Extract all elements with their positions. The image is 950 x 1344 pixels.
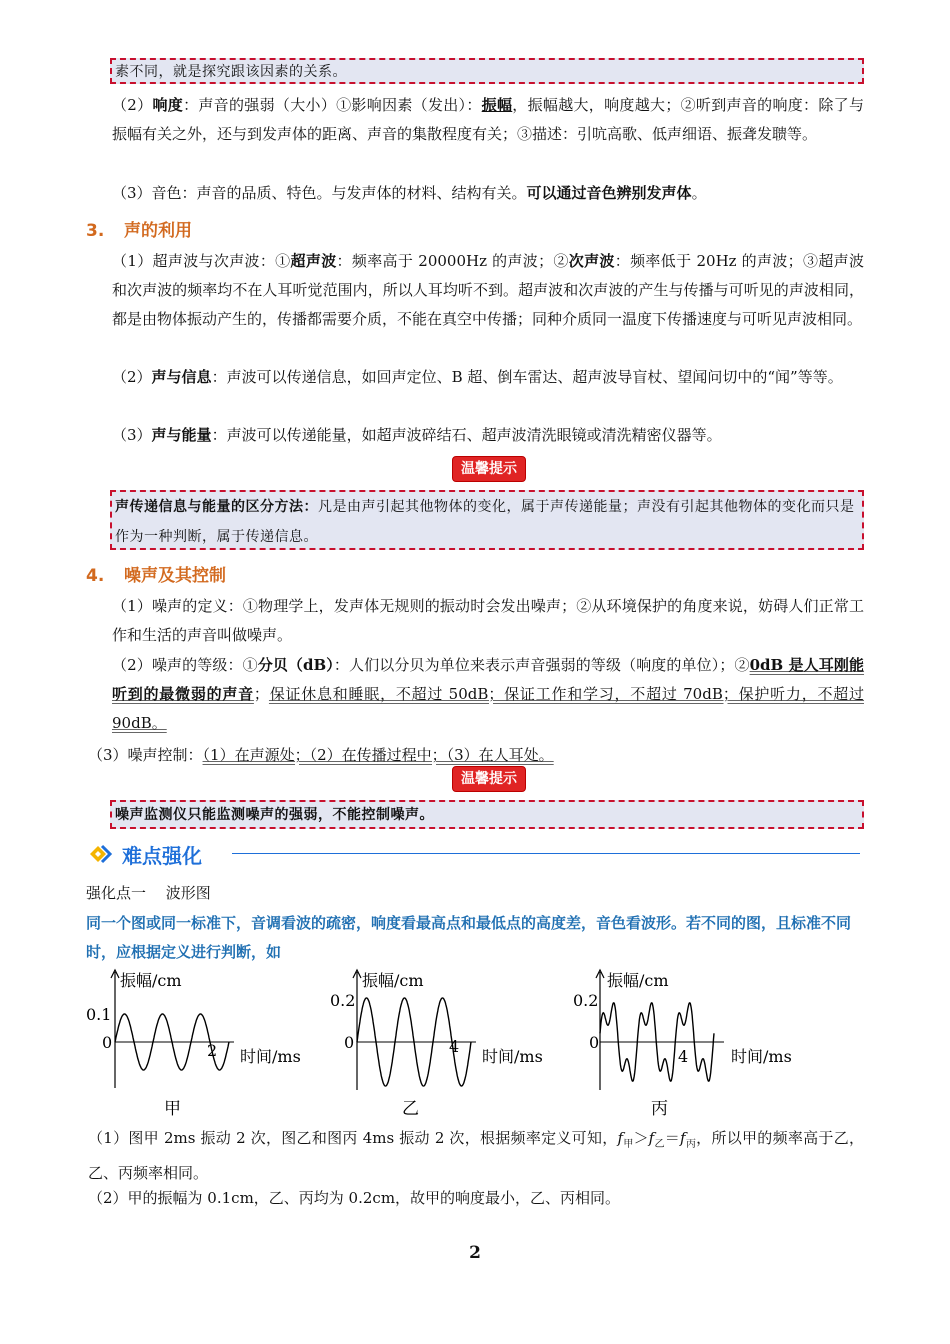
paragraph-noise-level (112, 651, 864, 738)
underlined-text: （1）在声源处；（2）在传播过程中；（3）在人耳处。 (202, 746, 554, 764)
term-ultrasonic: 超声波 (290, 252, 337, 270)
paragraph-sound-energy (112, 421, 864, 450)
answer-2 (88, 1184, 864, 1213)
text: （1）噪声的定义：①物理学上，发声体无规则的振动时会发出噪声；②从环境保护的角度来说，妨碍人们正常工作和生活的声音叫做噪声。 (112, 597, 864, 644)
term-sound-info: 声与信息 (151, 368, 212, 386)
text: ：声波可以传递信息，如回声定位、B 超、倒车雷达、超声波导盲杖、望闻问切中的“闻”等等。 (211, 368, 843, 386)
term-decibel: 分贝（dB） (257, 656, 334, 674)
note-text: 凡是由声引起其他物体的变化，属于声传递能量；声没有引起其他物体的变化而只是作为一种判断，属于传递信息。 (115, 499, 855, 545)
y-tick-label: 0.2 (330, 991, 356, 1010)
y-axis-label: 振幅/cm (120, 971, 182, 990)
origin-label: 0 (344, 1033, 355, 1052)
waveform-graph-bing (569, 968, 809, 1128)
paragraph-noise-definition (112, 592, 864, 650)
section-heading-3 (86, 216, 192, 241)
graph-name: 乙 (402, 1099, 419, 1119)
text: ； (253, 685, 269, 703)
symbol-f: f (617, 1129, 624, 1147)
heading-title: 声的利用 (124, 221, 192, 241)
subscript: 甲 (623, 1139, 634, 1150)
text: ＝ (664, 1129, 681, 1147)
y-tick-label: 0.1 (86, 1005, 112, 1024)
origin-label: 0 (589, 1033, 600, 1052)
subscript: 乙 (654, 1139, 665, 1150)
note-text: 噪声监测仪只能监测噪声的强弱，不能控制噪声。 (115, 807, 434, 823)
symbol-f: f (680, 1129, 686, 1147)
text: ：频率高于 20000Hz 的声波；② (336, 252, 569, 270)
diamond-icon (88, 843, 118, 865)
text: ，振幅越大，响度越大；②听到声音的响度：除了与振幅有关之外，还与到发声体的距离、声音的集散程度有关；③描述：引吭高歌、低声细语、振聋发聩等。 (112, 96, 864, 143)
origin-label: 0 (102, 1033, 113, 1052)
text: （3）噪声控制： (88, 746, 203, 764)
text: ：频率低于 20Hz 的声波；③超声波和次声波的频率均不在人耳听觉范围内，所以人耳均听不到。超声波和次声波的产生与传播与可听见的声波相同，都是由物体振动产生的，传播都需要介质，不能在真空中传播；同种介质同一温度下传播速度与可听见声波相同。 (112, 252, 864, 328)
heading-title: 噪声及其控制 (124, 566, 226, 586)
y-axis-label: 振幅/cm (607, 971, 669, 990)
highlight-paragraph: 同一个图或同一标准下，音调看波的疏密，响度看最高点和最低点的高度差，音色看波形。若不同的图，且标准不同时，应根据定义进行判断，如 (86, 914, 852, 961)
paragraph-ultrasonic (112, 247, 864, 334)
x-axis-label: 时间/ms (240, 1047, 301, 1066)
paragraph-sound-info (112, 363, 864, 392)
section-heading-4 (86, 561, 226, 586)
x-tick-label: 4 (678, 1047, 689, 1066)
text: （2） (112, 96, 153, 114)
x-axis-label: 时间/ms (731, 1047, 792, 1066)
paragraph-timbre (112, 179, 864, 208)
note-box-top (110, 58, 864, 84)
text: ＞ (633, 1129, 649, 1147)
text: ：声音的强弱（大小）①影响因素（发出）： (183, 96, 482, 114)
section-title: 难点强化 (122, 844, 202, 868)
note-box-info-energy (110, 490, 864, 550)
text: ：声波可以传递能量，如超声波碎结石、超声波清洗眼镜或清洗精密仪器等。 (211, 426, 722, 444)
note-box-noise-monitor (110, 800, 864, 829)
graph-name: 甲 (164, 1099, 181, 1119)
text: （1）图甲 2ms 振动 2 次，图乙和图丙 4ms 振动 2 次，根据频率定义可知， (88, 1129, 618, 1147)
tip-badge: 温馨提示 (452, 456, 526, 482)
term-amplitude: 振幅 (481, 96, 513, 114)
subscript: 丙 (685, 1139, 697, 1150)
x-axis-label: 时间/ms (482, 1047, 543, 1066)
waveform-graph-jia (84, 968, 324, 1128)
bold-text: 声传递信息与能量的区分方法： (115, 499, 318, 515)
term-zero-db: 0dB 是人耳刚能听到的最微弱的声音 (112, 656, 865, 703)
tip-badge-2: 温馨提示 (452, 766, 526, 792)
heading-number: 3. (86, 221, 105, 241)
x-tick-label: 4 (449, 1037, 460, 1056)
text: （2）噪声的等级：① (112, 656, 258, 674)
text: （3） (112, 426, 152, 444)
paragraph-loudness (112, 91, 864, 149)
graph-name: 丙 (651, 1099, 668, 1119)
text: ：人们以分贝为单位来表示声音强弱的等级（响度的单位）；② (333, 656, 750, 674)
text: （2）甲的振幅为 0.1cm，乙、丙均为 0.2cm，故甲的响度最小，乙、丙相同。 (88, 1189, 621, 1207)
text: ，所以甲的频率高于乙，乙、丙频率相同。 (88, 1129, 864, 1182)
answer-1 (88, 1124, 864, 1188)
x-tick-label: 2 (207, 1041, 218, 1060)
underlined-text: 保证休息和睡眠，不超过 50dB；保证工作和学习，不超过 70dB；保护听力，不超过 90dB。 (112, 685, 864, 732)
text: 。 (691, 184, 707, 202)
y-axis-label: 振幅/cm (362, 971, 424, 990)
text: （3）音色：声音的品质、特色。与发声体的材料、结构有关。 (112, 184, 527, 202)
note-text: 素不同，就是探究跟该因素的关系。 (115, 64, 347, 80)
page-number: 2 (469, 1243, 481, 1263)
text: （1）超声波与次声波：① (112, 252, 291, 270)
term-sound-energy: 声与能量 (151, 426, 212, 444)
symbol-f: f (648, 1129, 655, 1147)
y-tick-label: 0.2 (573, 991, 599, 1010)
section-divider (232, 853, 860, 854)
term-loudness: 响度 (152, 96, 184, 114)
waveform-graph-yi (326, 968, 566, 1128)
text: （2） (112, 368, 152, 386)
subsection-title: 强化点一 波形图 (86, 884, 211, 902)
term-infrasonic: 次声波 (568, 252, 615, 270)
bold-text: 可以通过音色辨别发声体 (526, 184, 692, 202)
heading-number: 4. (86, 566, 105, 586)
